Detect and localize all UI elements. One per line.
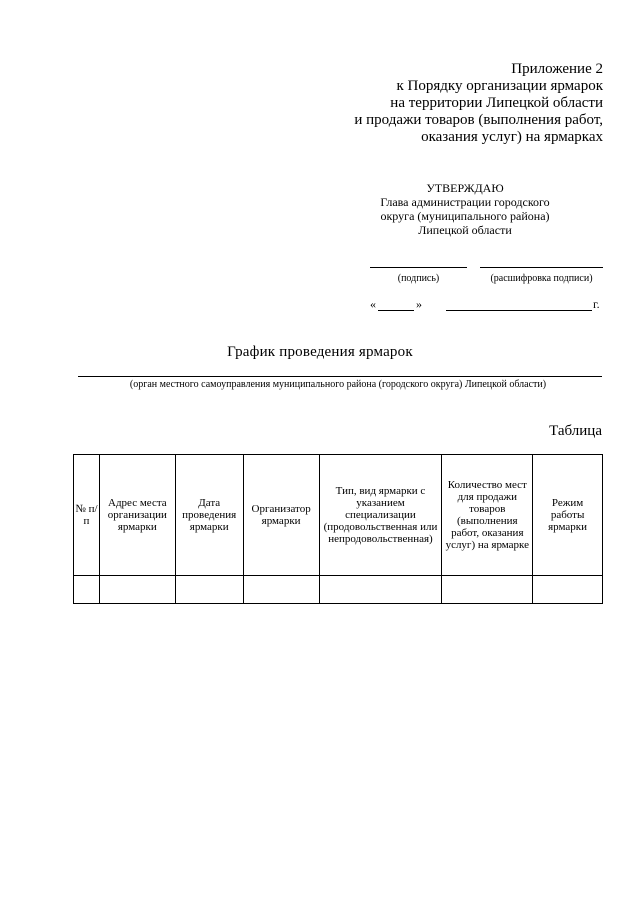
signature-line [370, 267, 467, 268]
document-title: График проведения ярмарок [227, 344, 413, 360]
approval-line: Глава администрации городского [380, 195, 550, 209]
table-cell [319, 576, 442, 604]
appendix-line: к Порядку организации ярмарок [396, 78, 603, 94]
header-organizer: Организатор ярмарки [243, 455, 319, 576]
appendix-line: оказания услуг) на ярмарках [421, 129, 603, 145]
table-cell [533, 576, 603, 604]
table-cell [175, 576, 243, 604]
table-header-row [74, 455, 603, 576]
authority-caption: (орган местного самоуправления муниципального района (городского округа) Липецкой области) [129, 379, 547, 390]
date-open-quote: « [370, 297, 376, 311]
approval-line: округа (муниципального района) [380, 209, 550, 223]
day-line [378, 310, 414, 311]
month-year-line [446, 310, 592, 311]
signature-caption: (подпись) [397, 273, 440, 284]
fair-schedule-table [73, 454, 603, 604]
header-places: Количество мест для продажи товаров (выполнения работ, оказания услуг) на ярмарке [442, 455, 533, 576]
table-cell [243, 576, 319, 604]
header-schedule: Режим работы ярмарки [533, 455, 603, 576]
approval-heading: УТВЕРЖДАЮ [426, 181, 504, 195]
appendix-line: Приложение 2 [511, 61, 603, 77]
table-label: Таблица [549, 423, 602, 439]
header-address: Адрес места организации ярмарки [99, 455, 175, 576]
appendix-header [283, 61, 603, 146]
approval-line: Липецкой области [418, 223, 512, 237]
year-suffix: г. [593, 297, 600, 311]
appendix-line: и продажи товаров (выполнения работ, [354, 112, 603, 128]
table-row [74, 576, 603, 604]
authority-line [78, 376, 602, 377]
appendix-line: на территории Липецкой области [390, 95, 603, 111]
header-type: Тип, вид ярмарки с указанием специализации (продовольственная или непродовольственная) [319, 455, 442, 576]
date-close-quote: » [416, 297, 422, 311]
header-date: Дата проведения ярмарки [175, 455, 243, 576]
table-cell [442, 576, 533, 604]
decoding-caption: (расшифровка подписи) [490, 273, 593, 284]
table-cell [74, 576, 100, 604]
header-number: № п/п [74, 455, 100, 576]
table-cell [99, 576, 175, 604]
decoding-line [480, 267, 603, 268]
approval-block [355, 181, 575, 237]
